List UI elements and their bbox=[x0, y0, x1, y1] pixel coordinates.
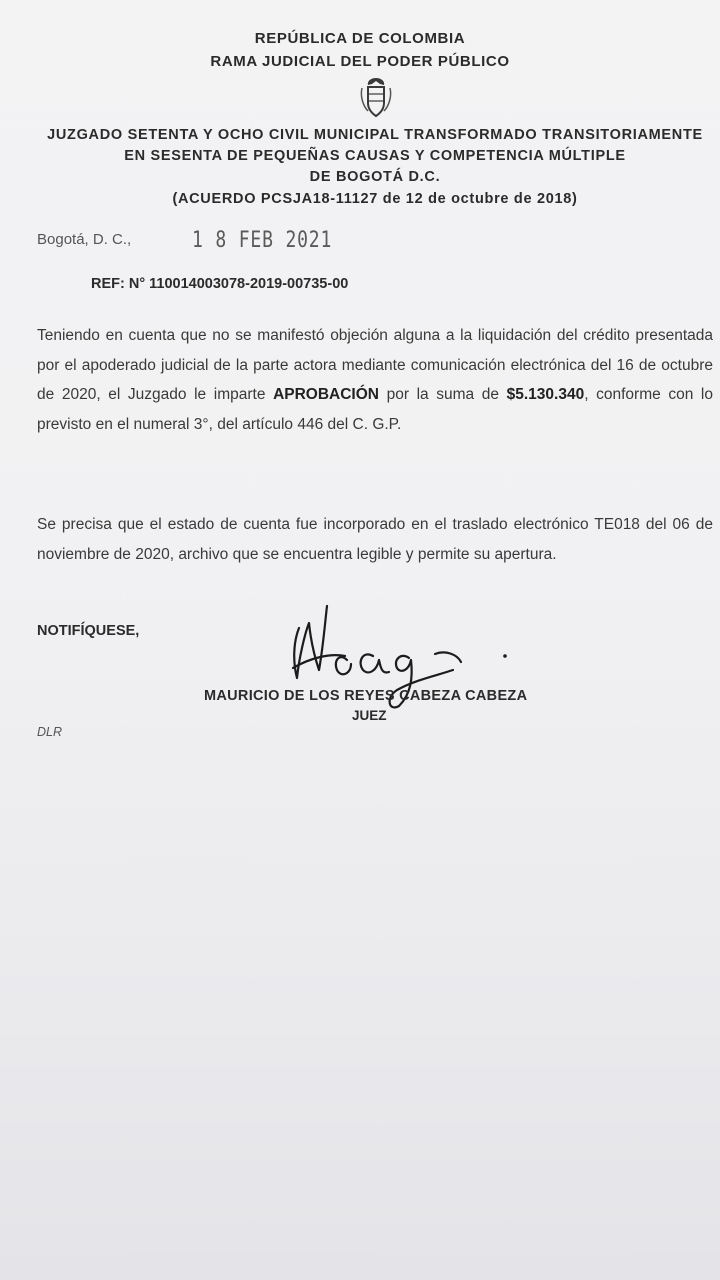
handwritten-signature bbox=[285, 598, 515, 728]
drafter-initials: DLR bbox=[37, 725, 63, 739]
court-agreement: (ACUERDO PCSJA18-11127 de 12 de octubre de 2018) bbox=[172, 191, 578, 207]
order-text-3: , conforme con lo previsto en el numeral 3°, del artículo 446 del C. G.P. bbox=[37, 386, 713, 433]
reference-number: REF: N° 110014003078-2019-00735-00 bbox=[91, 276, 349, 292]
court-name-line-1: JUZGADO SETENTA Y OCHO CIVIL MUNICIPAL TRANSFORMADO TRANSITORIAMENTE bbox=[47, 127, 703, 143]
order-paragraph bbox=[37, 321, 713, 439]
clarification-paragraph: Se precisa que el estado de cuenta fue incorporado en el traslado electrónico TE018 del 06 de noviembre de 2020, archivo que se encuentra legible y permite su apertura. bbox=[37, 516, 713, 563]
place-label: Bogotá, D. C., bbox=[37, 231, 132, 248]
court-name-line-2: EN SESENTA DE PEQUEÑAS CAUSAS Y COMPETENCIA MÚLTIPLE bbox=[124, 148, 626, 164]
order-text-1: Teniendo en cuenta que no se manifestó objeción alguna a la liquidación del crédito presentada por el apoderado judicial de la parte actora mediante comunicación electrónica del 16 de octubre de 2020, el Juzgado le imparte bbox=[37, 327, 713, 403]
order-text-2: por la suma de bbox=[378, 386, 507, 403]
closing-notice: NOTIFÍQUESE, bbox=[37, 623, 140, 639]
approval-word: APROBACIÓN bbox=[273, 386, 379, 403]
coat-of-arms-icon bbox=[358, 76, 394, 118]
header-branch: RAMA JUDICIAL DEL PODER PÚBLICO bbox=[210, 53, 510, 70]
header-country: REPÚBLICA DE COLOMBIA bbox=[254, 30, 466, 47]
court-name-line-3: DE BOGOTÁ D.C. bbox=[309, 169, 441, 185]
signer-name: MAURICIO DE LOS REYES CABEZA CABEZA bbox=[204, 688, 528, 704]
approved-amount: $5.130.340 bbox=[506, 386, 585, 403]
date-stamp: 1 8 FEB 2021 bbox=[192, 228, 333, 253]
signer-role: JUEZ bbox=[352, 708, 387, 723]
